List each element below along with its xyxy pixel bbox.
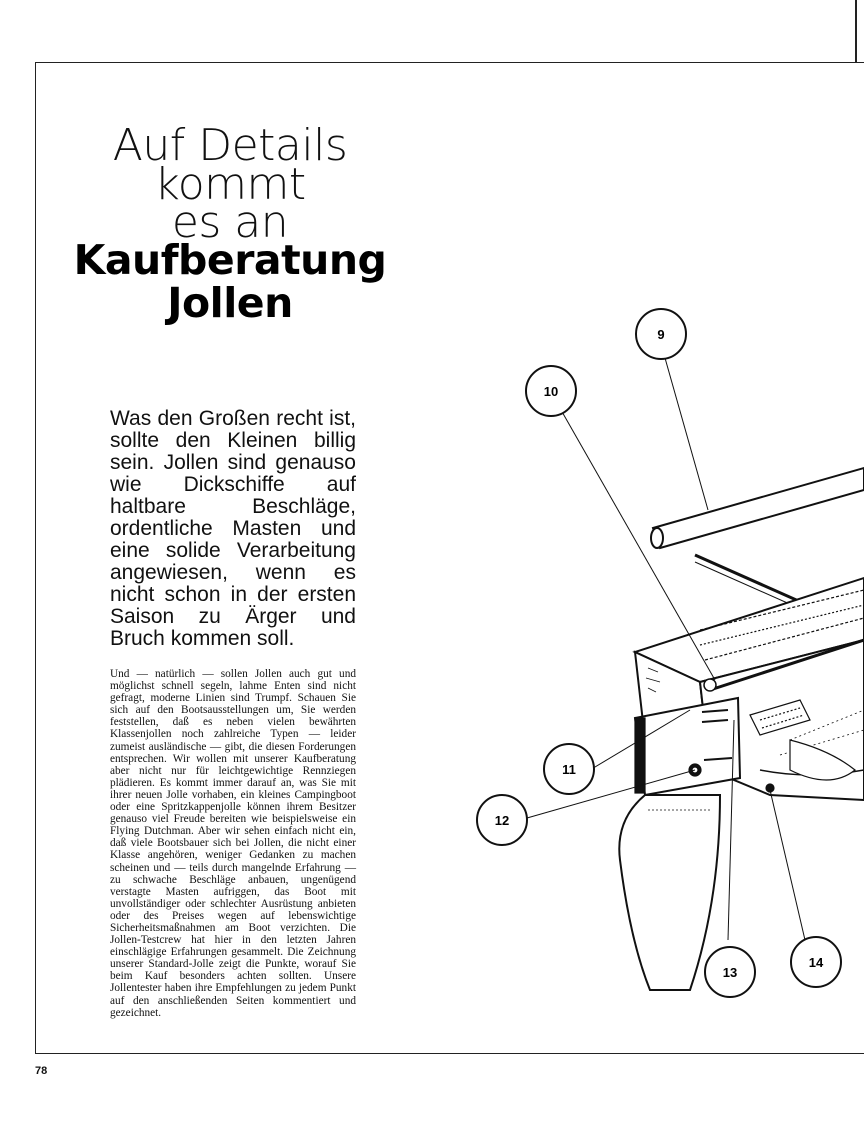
callout-10: 10 <box>543 384 559 399</box>
headline-line-2: kommt <box>154 159 306 210</box>
body-paragraph: Und — natürlich — sollen Jollen auch gut und möglichst schnell segeln, lahme Enten sind nicht gefragt, moderne Linien sind Trumpf. Schauen Sie sich auf den Bootsausstellungen um, Sie werden feststellen, daß es neben vielen bewährten Klassenjollen noch zahlreiche Typen — leider zumeist ausländische — gibt, die diesen Forderungen entsprechen. Wir wollen mit unserer Kaufberatung aber nicht nur für leichtgewichtige Rennziegen plädieren. Es kommt immer darauf an, was Sie mit ihrer neuen Jolle vorhaben, ein kleines Campingboot oder eine Spritzkappenjolle können ihrem Besitzer genauso viel Freude bereiten wie beispielsweise ein Flying Dutchman. Aber wir sehen einfach nicht ein, daß viele Bootsbauer sich bei Jollen, die nicht einer Klasse angehören, weniger Gedanken zu machen scheinen und — teils durch mangelnde Erfahrung — zu schwache Beschläge anbauen, ungenügend verstagte Masten aufriggen, das Boot mit unvollständiger oder schlechter Ausrüstung anbieten oder des Preises wegen auf lebenswichtige Sicherheitsmaßnahmen am Boot verzichten. Die Jollen-Testcrew hat hier in den letzten Jahren einschlägige Erfahrungen gesammelt. Die Zeichnung unserer Standard-Jolle zeigt die Punkte, worauf Sie beim Kauf besonders achten sollten. Unsere Jollentester haben ihre Empfehlungen zu jedem Punkt auf den anschließenden Seiten kommentiert und gezeichnet. <box>110 668 356 1019</box>
headline-line-3: es an <box>171 197 289 248</box>
dinghy-illustration <box>470 300 864 1000</box>
subheadline-line-2: Jollen <box>167 279 293 327</box>
headline-line-1: Auf Details <box>112 120 348 171</box>
callout-11: 11 <box>562 762 576 777</box>
callout-9: 9 <box>657 327 665 342</box>
callout-12: 12 <box>494 813 510 828</box>
top-edge-rule <box>855 0 857 62</box>
callout-13: 13 <box>722 965 738 980</box>
lead-paragraph: Was den Großen recht ist, sollte den Kleinen billig sein. Jollen sind genauso wie Dickschiffe auf haltbare Beschläge, ordentliche Masten und eine solide Verarbeitung angewiesen, wenn es nicht schon in der ersten Saison zu Ärger und Bruch kommen soll. <box>110 407 356 650</box>
subheadline-line-1: Kaufberatung <box>73 236 387 284</box>
page-number: 78 <box>35 1065 48 1077</box>
callout-14: 14 <box>808 955 824 970</box>
